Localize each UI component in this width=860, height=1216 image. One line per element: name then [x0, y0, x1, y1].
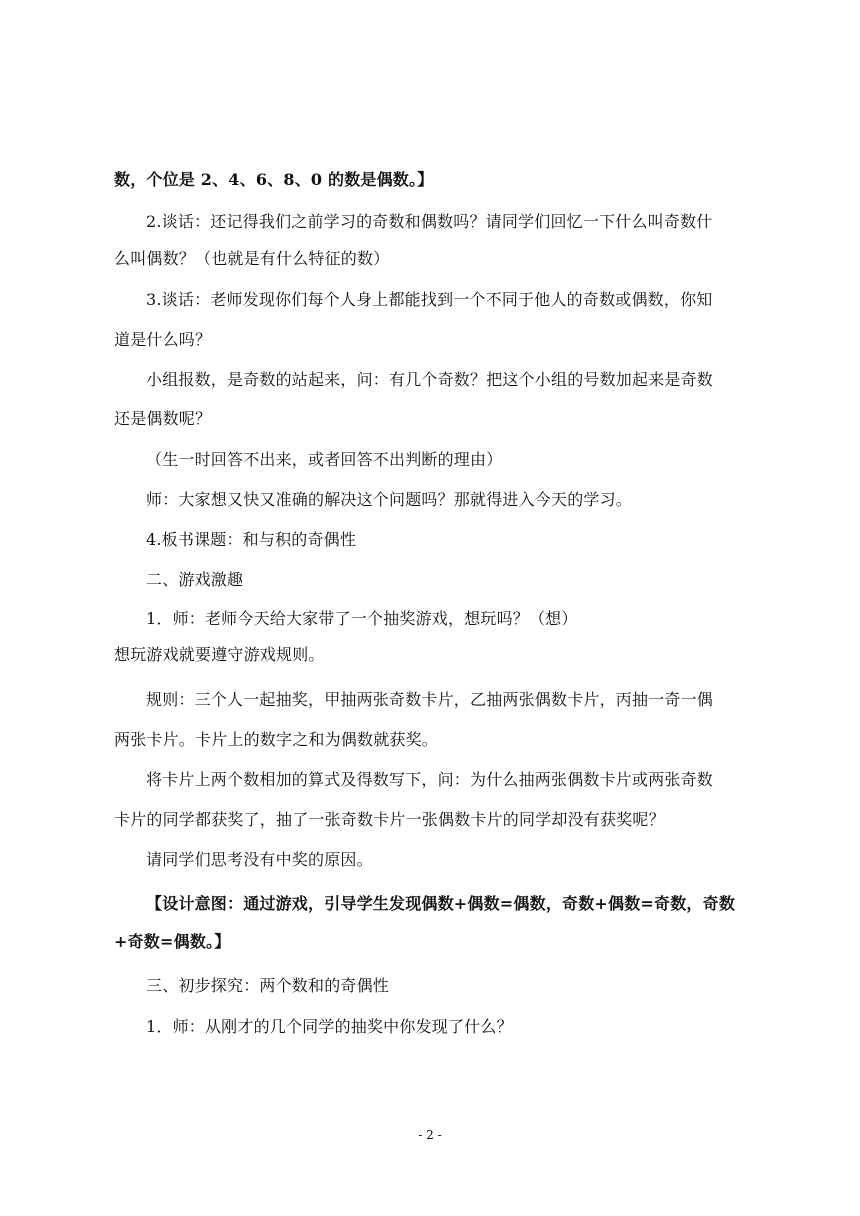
text-line-9: 师：大家想又快又准确的解决这个问题吗？那就得进入今天的学习。 [146, 490, 633, 509]
text-line-14: 规则：三个人一起抽奖，甲抽两张奇数卡片，乙抽两张偶数卡片，丙抽一奇一偶 [146, 690, 714, 709]
design-intent-line-2: +奇数=偶数。】 [114, 932, 231, 951]
design-intent-line-1: 【设计意图：通过游戏，引导学生发现偶数+偶数=偶数，奇数+偶数=奇数，奇数 [146, 894, 736, 913]
text-line-17: 卡片的同学都获奖了，抽了一张奇数卡片一张偶数卡片的同学却没有获奖呢？ [114, 810, 665, 829]
text-line-12: 1．师：老师今天给大家带了一个抽奖游戏，想玩吗？（想） [146, 609, 578, 628]
text-line-5: 道是什么吗？ [114, 330, 212, 349]
text-line-4: 3.谈话：老师发现你们每个人身上都能找到一个不同于他人的奇数或偶数，你知 [146, 290, 713, 309]
section-heading-2: 二、游戏激趣 [146, 570, 244, 589]
text-line-13: 想玩游戏就要遵守游戏规则。 [114, 645, 325, 664]
text-line-1: 数，个位是 2、4、6、8、0 的数是偶数。】 [114, 170, 434, 189]
text-line-15: 两张卡片。卡片上的数字之和为偶数就获奖。 [114, 730, 439, 749]
text-line-2: 2.谈话：还记得我们之前学习的奇数和偶数吗？请同学们回忆一下什么叫奇数什 [146, 212, 713, 231]
text-line-7: 还是偶数呢？ [114, 409, 212, 428]
page-number: - 2 - [418, 1128, 442, 1142]
text-line-6: 小组报数，是奇数的站起来，问：有几个奇数？把这个小组的号数加起来是奇数 [146, 370, 714, 389]
text-line-18: 请同学们思考没有中奖的原因。 [146, 850, 373, 869]
text-line-3: 么叫偶数？（也就是有什么特征的数） [114, 249, 390, 268]
text-line-22: 1．师：从刚才的几个同学的抽奖中你发现了什么？ [146, 1017, 513, 1036]
text-line-8: （生一时回答不出来，或者回答不出判断的理由） [146, 450, 503, 469]
text-line-10: 4.板书课题：和与积的奇偶性 [146, 530, 357, 549]
text-line-16: 将卡片上两个数相加的算式及得数写下，问：为什么抽两张偶数卡片或两张奇数 [146, 770, 714, 789]
section-heading-3: 三、初步探究：两个数和的奇偶性 [146, 976, 390, 995]
